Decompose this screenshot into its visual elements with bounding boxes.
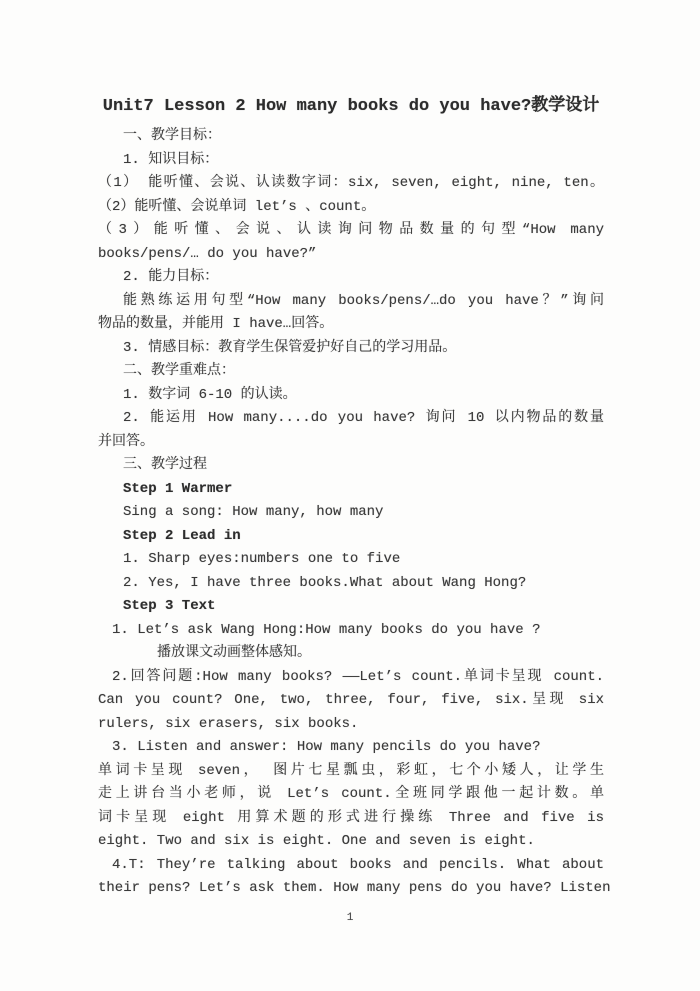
text-line: Step 3 Text — [123, 598, 216, 614]
page-number: 1 — [346, 912, 354, 924]
text-line: 1. Sharp eyes:numbers one to five — [123, 551, 401, 567]
text-line: 3. 情感目标：教育学生保管爱护好自己的学习用品。 — [123, 339, 457, 356]
text-line: 2. 能力目标： — [123, 269, 219, 285]
document-body — [98, 125, 611, 901]
text-line: books/pens/… do you have?” — [98, 245, 317, 262]
text-line: （1） 能听懂、会说、认读数字词：six, seven, eight, nine, ten。 — [98, 175, 604, 191]
text-line: Can you count? One, two, three, four, five, six.呈现 six — [98, 692, 604, 708]
text-line: 2. Yes, I have three books.What about Wang Hong? — [123, 574, 527, 591]
text-line: 词卡呈现 eight 用算术题的形式进行操练 Three and five is — [98, 809, 604, 826]
text-line: （3）能听懂、会说、认读询问物品数量的句型“How many — [98, 222, 604, 238]
text-line: Sing a song: How many, how many — [123, 504, 384, 520]
text-line: 3. Listen and answer: How many pencils do you have? — [112, 739, 541, 755]
text-line: 2.回答问题:How many books? ——Let’s count.单词卡呈现 count. — [112, 668, 604, 685]
text-line: 单词卡呈现 seven， 图片七星瓢虫，彩虹，七个小矮人，让学生 — [98, 762, 604, 779]
text-line: 并回答。 — [98, 433, 154, 450]
text-line: （2）能听懂、会说单词 let’s 、count。 — [98, 198, 376, 215]
text-line: 1. 知识目标： — [123, 151, 219, 168]
text-line: Step 2 Lead in — [123, 527, 241, 544]
text-line: rulers, six erasers, six books. — [98, 715, 359, 732]
text-line: 走上讲台当小老师，说 Let’s count.全班同学跟他一起计数。单 — [98, 786, 604, 802]
document-title: Unit7 Lesson 2 How many books do you have?教学设计 — [102, 97, 600, 116]
text-line: 1. Let’s ask Wang Hong:How many books do you have ? — [112, 621, 541, 638]
text-line: 播放课文动画整体感知。 — [157, 645, 311, 661]
text-line: 三、教学过程 — [123, 457, 207, 473]
text-line: 能熟练运用句型“How many books/pens/…do you have？”询问 — [123, 292, 604, 309]
text-line: 二、教学重难点： — [123, 363, 235, 379]
text-line: 物品的数量，并能用 I have…回答。 — [98, 316, 334, 332]
text-line: 1. 数字词 6-10 的认读。 — [123, 386, 297, 403]
text-line: 一、教学目标： — [123, 128, 221, 144]
text-line: 4.T: They’re talking about books and pencils. What about — [112, 856, 604, 873]
text-line: Step 1 Warmer — [123, 480, 233, 497]
text-line: 2. 能运用 How many....do you have? 询问 10 以内物品的数量 — [123, 410, 604, 426]
text-line: eight. Two and six is eight. One and seven is eight. — [98, 833, 535, 849]
text-line: their pens? Let’s ask them. How many pens do you have? Listen — [98, 880, 611, 896]
